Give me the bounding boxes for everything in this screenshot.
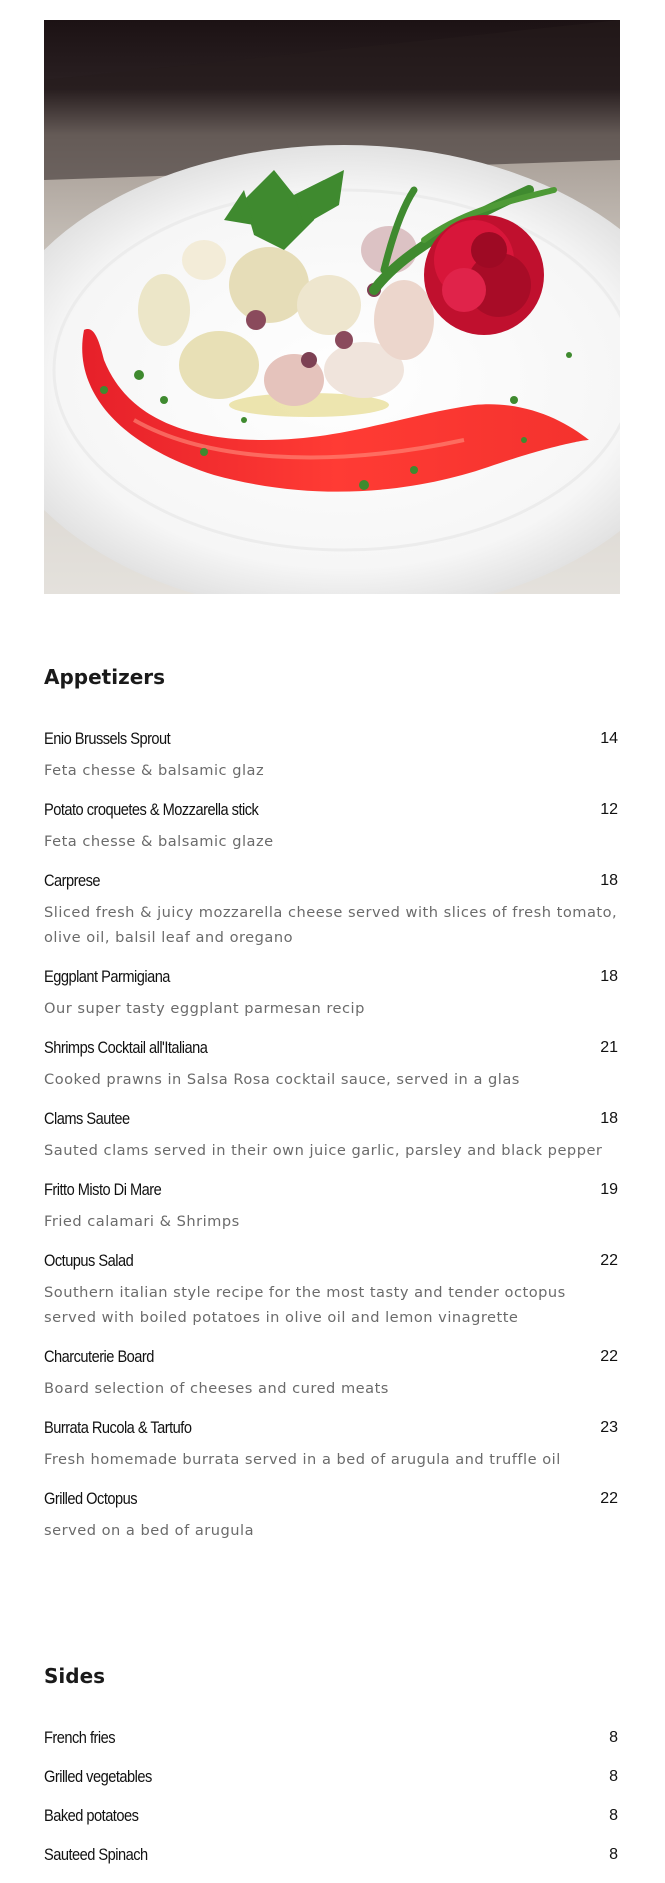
appetizers-heading: Appetizers	[44, 665, 166, 689]
menu-item-name: Fritto Misto Di Mare	[44, 1180, 162, 1199]
menu-item-price: 8	[609, 1807, 618, 1824]
menu-item-name: Octupus Salad	[44, 1251, 134, 1270]
menu-item-price: 8	[609, 1846, 618, 1863]
menu-item-description: Our super tasty eggplant parmesan recip	[44, 1000, 365, 1017]
menu-item	[44, 1488, 620, 1543]
menu-item-price: 19	[600, 1181, 618, 1198]
menu-item-description: Board selection of cheeses and cured meats	[44, 1380, 389, 1397]
menu-item	[44, 1844, 620, 1866]
menu-item	[44, 1727, 620, 1749]
menu-item-price: 8	[609, 1768, 618, 1785]
menu-item-price: 22	[600, 1490, 618, 1507]
menu-item-name: Sauteed Spinach	[44, 1845, 148, 1864]
menu-item-name: Enio Brussels Sprout	[44, 729, 171, 748]
menu-item	[44, 870, 620, 950]
menu-item	[44, 1037, 620, 1092]
menu-item-price: 18	[600, 968, 618, 985]
menu-item-price: 8	[609, 1729, 618, 1746]
menu-item-name: French fries	[44, 1728, 116, 1747]
menu-item-description: Feta chesse & balsamic glaze	[44, 833, 274, 850]
menu-item-name: Potato croquetes & Mozzarella stick	[44, 800, 259, 819]
menu-item-name: Clams Sautee	[44, 1109, 130, 1128]
menu-item-description: Fried calamari & Shrimps	[44, 1213, 240, 1230]
octopus-salad-photo	[44, 20, 620, 594]
menu-item-name: Grilled vegetables	[44, 1767, 152, 1786]
menu-item-name: Charcuterie Board	[44, 1347, 154, 1366]
menu-item	[44, 1805, 620, 1827]
menu-item	[44, 1417, 620, 1472]
menu-item	[44, 966, 620, 1021]
menu-item-price: 14	[600, 730, 618, 747]
menu-item-price: 18	[600, 872, 618, 889]
menu-item-description: Fresh homemade burrata served in a bed of arugula and truffle oil	[44, 1451, 561, 1468]
menu-item	[44, 1108, 620, 1163]
menu-item	[44, 799, 620, 854]
menu-item	[44, 1250, 620, 1330]
menu-item-price: 22	[600, 1348, 618, 1365]
menu-item-description: Cooked prawns in Salsa Rosa cocktail sauce, served in a glas	[44, 1071, 520, 1088]
menu-item-price: 23	[600, 1419, 618, 1436]
sides-heading: Sides	[44, 1664, 106, 1688]
menu-item-price: 18	[600, 1110, 618, 1127]
menu-item	[44, 728, 620, 783]
menu-item-price: 22	[600, 1252, 618, 1269]
menu-item-description: Sauted clams served in their own juice garlic, parsley and black pepper	[44, 1142, 603, 1159]
menu-item-description: Southern italian style recipe for the most tasty and tender octopus served with boiled potatoes in olive oil and lemon vinagrette	[44, 1284, 566, 1326]
menu-item	[44, 1346, 620, 1401]
appetizers-list	[44, 728, 620, 1559]
menu-item-description: served on a bed of arugula	[44, 1522, 255, 1539]
menu-item-name: Carprese	[44, 871, 101, 890]
menu-item-price: 21	[600, 1039, 618, 1056]
menu-item-name: Grilled Octopus	[44, 1489, 138, 1508]
menu-item-name: Baked potatoes	[44, 1806, 139, 1825]
menu-item-name: Burrata Rucola & Tartufo	[44, 1418, 192, 1437]
hero-food-image	[44, 20, 620, 594]
menu-item-description: Feta chesse & balsamic glaz	[44, 762, 265, 779]
menu-item-name: Shrimps Cocktail all'Italiana	[44, 1038, 208, 1057]
menu-item-price: 12	[600, 801, 618, 818]
sides-list	[44, 1727, 620, 1883]
menu-item-name: Eggplant Parmigiana	[44, 967, 170, 986]
menu-item	[44, 1766, 620, 1788]
menu-item-description: Sliced fresh & juicy mozzarella cheese served with slices of fresh tomato, olive oil, balsil leaf and oregano	[44, 904, 618, 946]
menu-item	[44, 1179, 620, 1234]
